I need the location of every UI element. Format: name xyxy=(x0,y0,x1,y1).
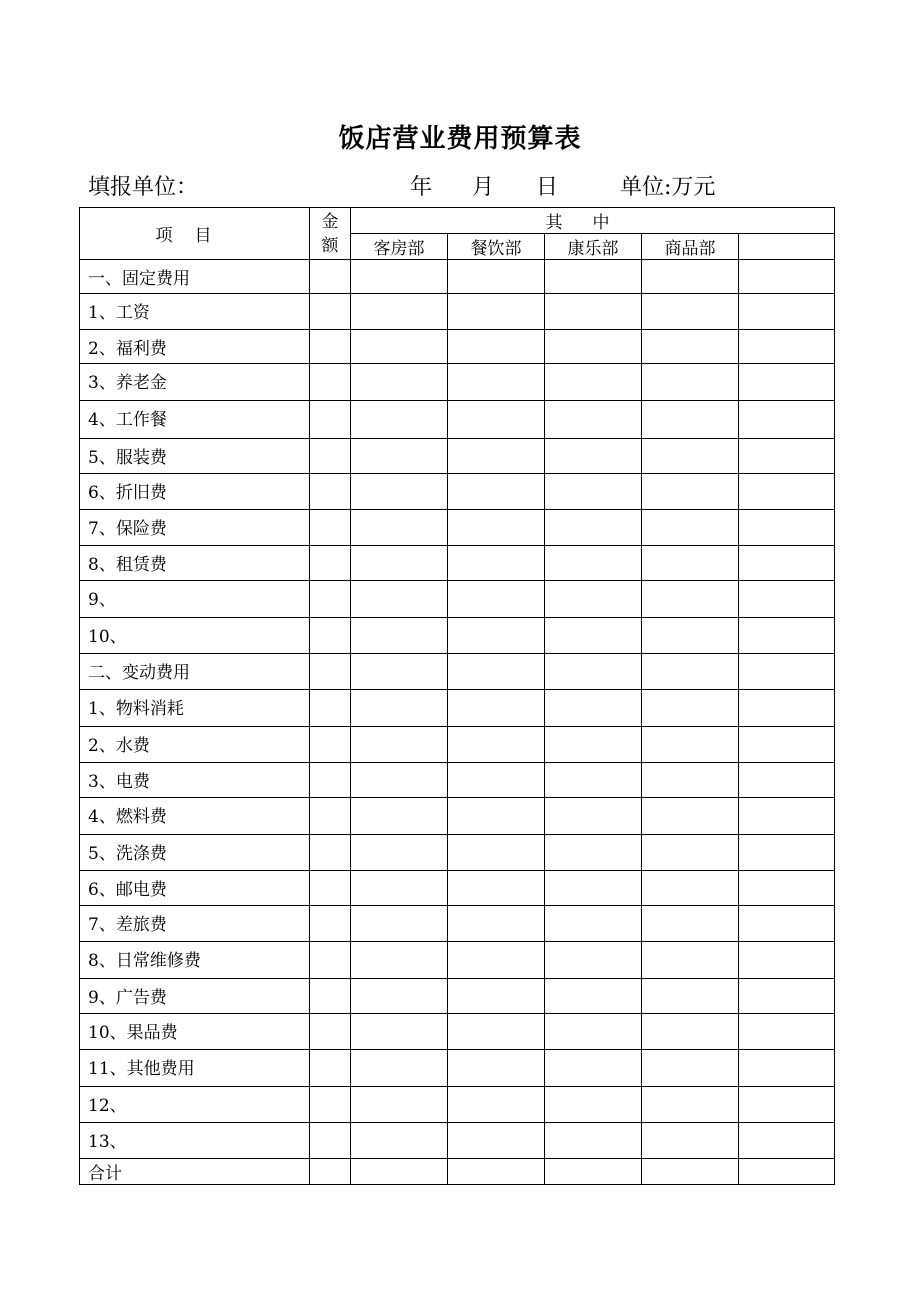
catering-cell[interactable] xyxy=(448,979,545,1014)
merchandise-cell[interactable] xyxy=(642,798,739,835)
amount-cell[interactable] xyxy=(310,546,351,581)
table-row xyxy=(80,942,835,979)
table-row xyxy=(80,1087,835,1123)
merchandise-cell[interactable] xyxy=(642,1014,739,1050)
recreation-cell[interactable] xyxy=(545,510,642,546)
recreation-cell[interactable] xyxy=(545,942,642,979)
extra-cell[interactable] xyxy=(739,798,835,835)
recreation-cell[interactable] xyxy=(545,294,642,330)
merchandise-cell[interactable] xyxy=(642,727,739,763)
recreation-cell[interactable] xyxy=(545,727,642,763)
header-item: 项目 xyxy=(80,208,310,260)
amount-cell[interactable] xyxy=(310,618,351,654)
row-item-label: 1、工资 xyxy=(80,294,310,330)
extra-cell[interactable] xyxy=(739,474,835,510)
guestroom-cell[interactable] xyxy=(351,1123,448,1159)
recreation-cell[interactable] xyxy=(545,690,642,727)
table-row xyxy=(80,690,835,727)
table-row xyxy=(80,364,835,401)
row-item-label: 3、养老金 xyxy=(80,364,310,401)
extra-cell[interactable] xyxy=(739,763,835,798)
recreation-cell[interactable] xyxy=(545,835,642,871)
catering-cell[interactable] xyxy=(448,654,545,690)
row-item-label: 7、保险费 xyxy=(80,510,310,546)
row-item-label: 1、物料消耗 xyxy=(80,690,310,727)
row-item-label: 6、折旧费 xyxy=(80,474,310,510)
amount-cell[interactable] xyxy=(310,942,351,979)
row-item-label: 3、电费 xyxy=(80,763,310,798)
recreation-cell[interactable] xyxy=(545,474,642,510)
merchandise-cell[interactable] xyxy=(642,690,739,727)
merchandise-cell[interactable] xyxy=(642,439,739,474)
table-row xyxy=(80,510,835,546)
guestroom-cell[interactable] xyxy=(351,871,448,906)
row-item-label: 10、果品费 xyxy=(80,1014,310,1050)
header-amount xyxy=(310,208,351,260)
row-item-label: 9、广告费 xyxy=(80,979,310,1014)
table-row xyxy=(80,763,835,798)
row-item-label: 5、服装费 xyxy=(80,439,310,474)
recreation-cell[interactable] xyxy=(545,581,642,618)
guestroom-cell[interactable] xyxy=(351,546,448,581)
extra-cell[interactable] xyxy=(739,364,835,401)
row-item-label: 8、租赁费 xyxy=(80,546,310,581)
header-dept-guestroom: 客房部 xyxy=(351,234,448,260)
table-row xyxy=(80,906,835,942)
guestroom-cell[interactable] xyxy=(351,1159,448,1185)
catering-cell[interactable] xyxy=(448,474,545,510)
guestroom-cell[interactable] xyxy=(351,979,448,1014)
catering-cell[interactable] xyxy=(448,546,545,581)
recreation-cell[interactable] xyxy=(545,1159,642,1185)
guestroom-cell[interactable] xyxy=(351,510,448,546)
row-item-label: 一、固定费用 xyxy=(80,260,310,294)
extra-cell[interactable] xyxy=(739,401,835,439)
header-dept-recreation: 康乐部 xyxy=(545,234,642,260)
recreation-cell[interactable] xyxy=(545,1087,642,1123)
row-item-label: 二、变动费用 xyxy=(80,654,310,690)
amount-cell[interactable] xyxy=(310,510,351,546)
header-dept-merchandise: 商品部 xyxy=(642,234,739,260)
extra-cell[interactable] xyxy=(739,581,835,618)
table-row xyxy=(80,618,835,654)
guestroom-cell[interactable] xyxy=(351,798,448,835)
merchandise-cell[interactable] xyxy=(642,763,739,798)
extra-cell[interactable] xyxy=(739,654,835,690)
merchandise-cell[interactable] xyxy=(642,546,739,581)
amount-cell[interactable] xyxy=(310,260,351,294)
catering-cell[interactable] xyxy=(448,439,545,474)
extra-cell[interactable] xyxy=(739,618,835,654)
row-item-label: 6、邮电费 xyxy=(80,871,310,906)
recreation-cell[interactable] xyxy=(545,401,642,439)
header-breakdown: 其中 xyxy=(351,208,835,234)
guestroom-cell[interactable] xyxy=(351,364,448,401)
amount-cell[interactable] xyxy=(310,401,351,439)
currency-unit-label: 单位:万元 xyxy=(620,175,716,200)
amount-cell[interactable] xyxy=(310,1014,351,1050)
recreation-cell[interactable] xyxy=(545,654,642,690)
merchandise-cell[interactable] xyxy=(642,1050,739,1087)
row-item-label: 12、 xyxy=(80,1087,310,1123)
recreation-cell[interactable] xyxy=(545,1014,642,1050)
merchandise-cell[interactable] xyxy=(642,294,739,330)
amount-cell[interactable] xyxy=(310,474,351,510)
guestroom-cell[interactable] xyxy=(351,727,448,763)
extra-cell[interactable] xyxy=(739,294,835,330)
merchandise-cell[interactable] xyxy=(642,979,739,1014)
merchandise-cell[interactable] xyxy=(642,401,739,439)
extra-cell[interactable] xyxy=(739,1087,835,1123)
page-title: 饭店营业费用预算表 xyxy=(338,124,582,154)
catering-cell[interactable] xyxy=(448,1014,545,1050)
row-item-label: 8、日常维修费 xyxy=(80,942,310,979)
catering-cell[interactable] xyxy=(448,871,545,906)
guestroom-cell[interactable] xyxy=(351,581,448,618)
guestroom-cell[interactable] xyxy=(351,330,448,364)
recreation-cell[interactable] xyxy=(545,546,642,581)
table-row xyxy=(80,294,835,330)
extra-cell[interactable] xyxy=(739,1014,835,1050)
amount-cell[interactable] xyxy=(310,906,351,942)
header-dept-blank xyxy=(739,234,835,260)
table-row xyxy=(80,474,835,510)
extra-cell[interactable] xyxy=(739,260,835,294)
guestroom-cell[interactable] xyxy=(351,1014,448,1050)
catering-cell[interactable] xyxy=(448,942,545,979)
recreation-cell[interactable] xyxy=(545,364,642,401)
merchandise-cell[interactable] xyxy=(642,871,739,906)
catering-cell[interactable] xyxy=(448,581,545,618)
amount-cell[interactable] xyxy=(310,1087,351,1123)
amount-cell[interactable] xyxy=(310,439,351,474)
month-label: 月 xyxy=(472,175,495,200)
recreation-cell[interactable] xyxy=(545,260,642,294)
guestroom-cell[interactable] xyxy=(351,1087,448,1123)
catering-cell[interactable] xyxy=(448,727,545,763)
guestroom-cell[interactable] xyxy=(351,439,448,474)
reporting-unit-label: 填报单位： xyxy=(88,175,199,200)
table-row xyxy=(80,1050,835,1087)
amount-cell[interactable] xyxy=(310,364,351,401)
merchandise-cell[interactable] xyxy=(642,474,739,510)
table-row xyxy=(80,401,835,439)
table-row xyxy=(80,260,835,294)
recreation-cell[interactable] xyxy=(545,1050,642,1087)
recreation-cell[interactable] xyxy=(545,798,642,835)
catering-cell[interactable] xyxy=(448,401,545,439)
amount-cell[interactable] xyxy=(310,727,351,763)
row-item-label: 4、燃料费 xyxy=(80,798,310,835)
catering-cell[interactable] xyxy=(448,260,545,294)
guestroom-cell[interactable] xyxy=(351,690,448,727)
extra-cell[interactable] xyxy=(739,979,835,1014)
catering-cell[interactable] xyxy=(448,330,545,364)
catering-cell[interactable] xyxy=(448,510,545,546)
merchandise-cell[interactable] xyxy=(642,618,739,654)
extra-cell[interactable] xyxy=(739,510,835,546)
table-row xyxy=(80,581,835,618)
amount-cell[interactable] xyxy=(310,581,351,618)
guestroom-cell[interactable] xyxy=(351,294,448,330)
merchandise-cell[interactable] xyxy=(642,1123,739,1159)
table-row xyxy=(80,1014,835,1050)
table-row xyxy=(80,330,835,364)
year-label: 年 xyxy=(410,175,433,200)
amount-cell[interactable] xyxy=(310,1050,351,1087)
table-row xyxy=(80,1159,835,1185)
row-item-label: 7、差旅费 xyxy=(80,906,310,942)
amount-cell[interactable] xyxy=(310,294,351,330)
row-item-label: 10、 xyxy=(80,618,310,654)
catering-cell[interactable] xyxy=(448,1050,545,1087)
recreation-cell[interactable] xyxy=(545,871,642,906)
merchandise-cell[interactable] xyxy=(642,942,739,979)
catering-cell[interactable] xyxy=(448,763,545,798)
amount-cell[interactable] xyxy=(310,798,351,835)
merchandise-cell[interactable] xyxy=(642,906,739,942)
merchandise-cell[interactable] xyxy=(642,1159,739,1185)
guestroom-cell[interactable] xyxy=(351,260,448,294)
row-item-label: 2、水费 xyxy=(80,727,310,763)
extra-cell[interactable] xyxy=(739,1123,835,1159)
extra-cell[interactable] xyxy=(739,727,835,763)
guestroom-cell[interactable] xyxy=(351,401,448,439)
row-item-label: 13、 xyxy=(80,1123,310,1159)
table-row xyxy=(80,1123,835,1159)
recreation-cell[interactable] xyxy=(545,618,642,654)
merchandise-cell[interactable] xyxy=(642,835,739,871)
day-label: 日 xyxy=(536,175,559,200)
table-row xyxy=(80,798,835,835)
guestroom-cell[interactable] xyxy=(351,474,448,510)
amount-cell[interactable] xyxy=(310,690,351,727)
table-row xyxy=(80,727,835,763)
catering-cell[interactable] xyxy=(448,294,545,330)
amount-cell[interactable] xyxy=(310,1159,351,1185)
table-row xyxy=(80,979,835,1014)
extra-cell[interactable] xyxy=(739,1159,835,1185)
amount-cell[interactable] xyxy=(310,835,351,871)
catering-cell[interactable] xyxy=(448,906,545,942)
merchandise-cell[interactable] xyxy=(642,654,739,690)
row-item-label: 5、洗涤费 xyxy=(80,835,310,871)
row-item-label: 9、 xyxy=(80,581,310,618)
recreation-cell[interactable] xyxy=(545,763,642,798)
catering-cell[interactable] xyxy=(448,1087,545,1123)
header-dept-catering: 餐饮部 xyxy=(448,234,545,260)
budget-table xyxy=(79,207,835,1185)
table-row xyxy=(80,654,835,690)
catering-cell[interactable] xyxy=(448,1123,545,1159)
table-row xyxy=(80,871,835,906)
header-amount-top: 金 xyxy=(321,211,339,232)
catering-cell[interactable] xyxy=(448,835,545,871)
merchandise-cell[interactable] xyxy=(642,1087,739,1123)
catering-cell[interactable] xyxy=(448,690,545,727)
recreation-cell[interactable] xyxy=(545,906,642,942)
table-row xyxy=(80,439,835,474)
catering-cell[interactable] xyxy=(448,618,545,654)
catering-cell[interactable] xyxy=(448,364,545,401)
extra-cell[interactable] xyxy=(739,439,835,474)
merchandise-cell[interactable] xyxy=(642,581,739,618)
merchandise-cell[interactable] xyxy=(642,260,739,294)
guestroom-cell[interactable] xyxy=(351,618,448,654)
recreation-cell[interactable] xyxy=(545,1123,642,1159)
amount-cell[interactable] xyxy=(310,763,351,798)
amount-cell[interactable] xyxy=(310,654,351,690)
extra-cell[interactable] xyxy=(739,942,835,979)
guestroom-cell[interactable] xyxy=(351,1050,448,1087)
row-item-label: 合计 xyxy=(80,1159,310,1185)
header-amount-bottom: 额 xyxy=(321,235,339,256)
merchandise-cell[interactable] xyxy=(642,510,739,546)
row-item-label: 4、工作餐 xyxy=(80,401,310,439)
extra-cell[interactable] xyxy=(739,1050,835,1087)
amount-cell[interactable] xyxy=(310,1123,351,1159)
recreation-cell[interactable] xyxy=(545,439,642,474)
table-row xyxy=(80,546,835,581)
extra-cell[interactable] xyxy=(739,871,835,906)
row-item-label: 11、其他费用 xyxy=(80,1050,310,1087)
merchandise-cell[interactable] xyxy=(642,330,739,364)
amount-cell[interactable] xyxy=(310,330,351,364)
catering-cell[interactable] xyxy=(448,798,545,835)
guestroom-cell[interactable] xyxy=(351,906,448,942)
guestroom-cell[interactable] xyxy=(351,942,448,979)
amount-cell[interactable] xyxy=(310,871,351,906)
amount-cell[interactable] xyxy=(310,979,351,1014)
extra-cell[interactable] xyxy=(739,546,835,581)
guestroom-cell[interactable] xyxy=(351,654,448,690)
recreation-cell[interactable] xyxy=(545,330,642,364)
extra-cell[interactable] xyxy=(739,906,835,942)
guestroom-cell[interactable] xyxy=(351,763,448,798)
row-item-label: 2、福利费 xyxy=(80,330,310,364)
recreation-cell[interactable] xyxy=(545,979,642,1014)
catering-cell[interactable] xyxy=(448,1159,545,1185)
extra-cell[interactable] xyxy=(739,835,835,871)
extra-cell[interactable] xyxy=(739,690,835,727)
table-row xyxy=(80,835,835,871)
merchandise-cell[interactable] xyxy=(642,364,739,401)
guestroom-cell[interactable] xyxy=(351,835,448,871)
extra-cell[interactable] xyxy=(739,330,835,364)
